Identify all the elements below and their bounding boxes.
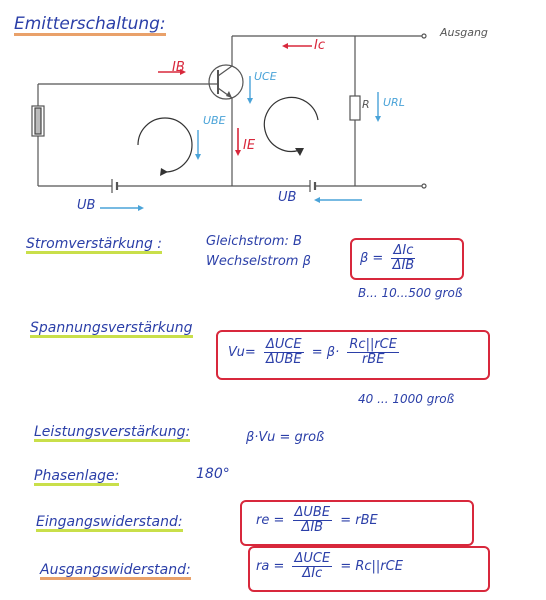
ausgangswiderstand-label: Ausgangswiderstand:: [40, 562, 191, 578]
ub-left-label: UB: [77, 198, 96, 213]
page-title: Emitterschaltung:: [14, 14, 166, 34]
stromverstaerkung-label: Stromverstärkung :: [26, 236, 163, 252]
loop-arrow-right: [264, 97, 318, 151]
ra-formula: ra = $\frac{\text{ΔUCE}}{\text{ΔIc}}$ = Rc||rCE: [256, 551, 403, 581]
loop-arrow-left: [138, 118, 192, 172]
wechselstrom-text: Wechselstrom β: [206, 254, 311, 269]
phase-value: 180°: [196, 466, 230, 482]
ic-label: Ic: [314, 38, 325, 53]
leistungsverstaerkung-label: Leistungsverstärkung:: [34, 424, 191, 440]
ub-right-label: UB: [278, 190, 297, 205]
re-formula: re = $\frac{\text{ΔUBE}}{\text{ΔIB}}$ = rBE: [256, 505, 378, 535]
vu-range: 40 ... 1000 groß: [358, 392, 455, 406]
r-label: R: [362, 98, 370, 111]
uce-label: UCE: [254, 70, 277, 83]
ib-label: IB: [172, 60, 185, 75]
phasenlage-label: Phasenlage:: [34, 468, 120, 484]
beta-range: B... 10...500 groß: [358, 286, 463, 300]
url-label: URL: [383, 96, 405, 109]
resistor-r: [350, 96, 360, 120]
beta-formula: β = $\frac{\text{ΔIc}}{\text{ΔIB}}$: [360, 243, 415, 273]
output-label: Ausgang: [440, 26, 488, 39]
gleichstrom-text: Gleichstrom: B: [206, 234, 302, 249]
vu-formula: Vu= $\frac{\text{ΔUCE}}{\text{ΔUBE}}$ = β· $\frac{\text{Rc||rCE}}{\text{rBE}}$: [228, 337, 397, 367]
ie-label: IE: [243, 138, 256, 153]
leistung-formula: β·Vu = groß: [246, 430, 325, 445]
ube-label: UBE: [203, 114, 226, 127]
eingangswiderstand-label: Eingangswiderstand:: [36, 514, 183, 530]
spannungsverstaerkung-label: Spannungsverstärkung: [30, 320, 193, 336]
